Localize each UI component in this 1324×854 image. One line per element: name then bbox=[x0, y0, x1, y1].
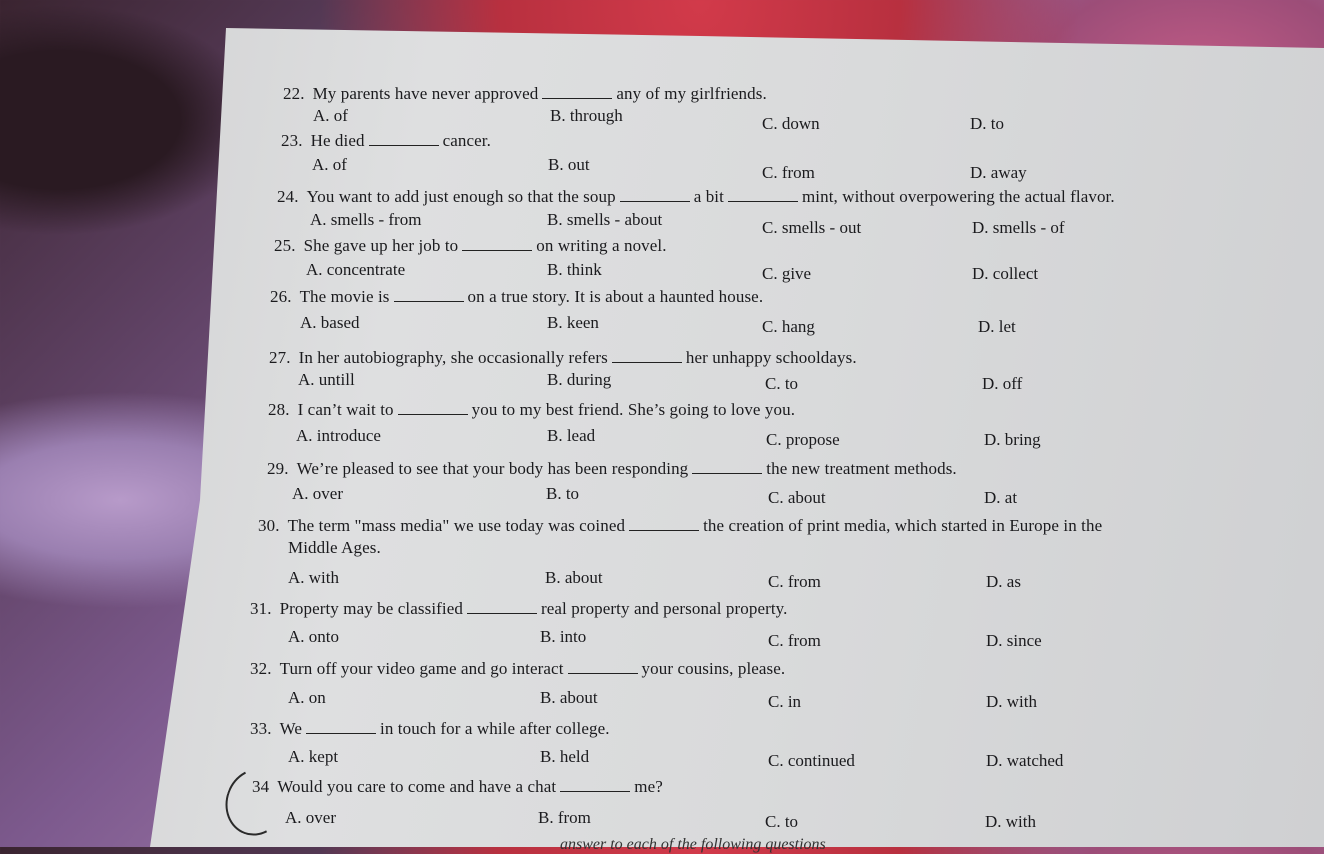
question-text: in touch for a while after college. bbox=[380, 719, 610, 738]
option-d: D. off bbox=[982, 374, 1023, 393]
question-text: the new treatment methods. bbox=[766, 459, 957, 478]
option-c: C. from bbox=[768, 631, 821, 650]
question-text: In her autobiography, she occasionally refers bbox=[298, 348, 608, 367]
answer-blank bbox=[568, 661, 638, 674]
question-text: Would you care to come and have a chat bbox=[277, 777, 557, 796]
option-c: C. from bbox=[768, 572, 821, 591]
option-d: D. with bbox=[985, 812, 1036, 831]
question-27 bbox=[269, 348, 857, 368]
option-d: D. at bbox=[984, 488, 1018, 507]
option-b: B. think bbox=[547, 260, 602, 279]
option-a: A. concentrate bbox=[306, 260, 406, 279]
question-text: Turn off your video game and go interact bbox=[279, 659, 564, 678]
option-b: B. lead bbox=[547, 426, 596, 445]
question-text: We bbox=[279, 719, 302, 738]
question-text: your cousins, please. bbox=[641, 659, 786, 678]
option-b: B. into bbox=[540, 627, 587, 646]
question-text: on a true story. It is about a haunted house. bbox=[467, 287, 764, 306]
option-c: C. to bbox=[765, 812, 799, 831]
question-text: Property may be classified bbox=[279, 599, 463, 618]
question-text: cancer. bbox=[442, 131, 491, 150]
option-a: A. based bbox=[300, 313, 360, 332]
question-text: you to my best friend. She’s going to love you. bbox=[471, 400, 796, 419]
question-number: 34 bbox=[252, 777, 270, 796]
question-number: 33. bbox=[250, 719, 272, 738]
option-c: C. about bbox=[768, 488, 826, 507]
option-b: B. about bbox=[545, 568, 603, 587]
question-31 bbox=[250, 599, 788, 619]
answer-blank bbox=[692, 461, 762, 474]
question-text: real property and personal property. bbox=[540, 599, 788, 618]
option-b: B. from bbox=[538, 808, 591, 827]
option-d: D. watched bbox=[986, 751, 1064, 770]
next-section-instruction-partial: answer to each of the following questions bbox=[560, 836, 826, 853]
answer-blank bbox=[542, 86, 612, 99]
question-29 bbox=[267, 459, 957, 479]
question-number: 29. bbox=[267, 459, 289, 478]
option-a: A. of bbox=[312, 155, 347, 174]
option-c: C. down bbox=[762, 114, 820, 133]
option-a: A. smells - from bbox=[310, 210, 422, 229]
answer-blank bbox=[620, 189, 690, 202]
option-a: A. kept bbox=[288, 747, 339, 766]
question-32 bbox=[250, 659, 785, 679]
question-number: 32. bbox=[250, 659, 272, 678]
question-text: You want to add just enough so that the soup bbox=[306, 187, 616, 206]
answer-blank bbox=[612, 350, 682, 363]
option-a: A. introduce bbox=[296, 426, 381, 445]
option-d: D. with bbox=[986, 692, 1037, 711]
question-text: She gave up her job to bbox=[303, 236, 459, 255]
option-c: C. give bbox=[762, 264, 812, 283]
question-number: 23. bbox=[281, 131, 303, 150]
option-d: D. since bbox=[986, 631, 1042, 650]
answer-blank bbox=[394, 289, 464, 302]
question-text: me? bbox=[634, 777, 663, 796]
question-number: 31. bbox=[250, 599, 272, 618]
question-28 bbox=[268, 400, 795, 420]
option-b: B. about bbox=[540, 688, 598, 707]
answer-blank bbox=[398, 402, 468, 415]
question-text: The term "mass media" we use today was coined bbox=[287, 516, 626, 535]
option-d: D. collect bbox=[972, 264, 1039, 283]
question-text: mint, without overpowering the actual flavor. bbox=[801, 187, 1115, 206]
question-26 bbox=[270, 287, 763, 307]
question-number: 25. bbox=[274, 236, 296, 255]
answer-blank bbox=[462, 238, 532, 251]
option-b: B. out bbox=[548, 155, 590, 174]
option-c: C. from bbox=[762, 163, 815, 182]
answer-blank bbox=[560, 779, 630, 792]
answer-blank bbox=[306, 721, 376, 734]
question-text: He died bbox=[310, 131, 365, 150]
option-b: B. held bbox=[540, 747, 590, 766]
question-text: her unhappy schooldays. bbox=[685, 348, 857, 367]
option-a: A. on bbox=[288, 688, 326, 707]
option-b: B. smells - about bbox=[547, 210, 663, 229]
option-a: A. untill bbox=[298, 370, 355, 389]
question-34 bbox=[252, 777, 663, 797]
option-d: D. to bbox=[970, 114, 1004, 133]
question-33 bbox=[250, 719, 610, 739]
option-a: A. over bbox=[292, 484, 343, 503]
answer-blank bbox=[467, 601, 537, 614]
question-number: 24. bbox=[277, 187, 299, 206]
answer-blank bbox=[369, 133, 439, 146]
option-c: C. continued bbox=[768, 751, 855, 770]
option-b: B. through bbox=[550, 106, 623, 125]
answer-blank bbox=[629, 518, 699, 531]
option-c: C. to bbox=[765, 374, 799, 393]
question-number: 26. bbox=[270, 287, 292, 306]
question-number: 28. bbox=[268, 400, 290, 419]
option-d: D. bring bbox=[984, 430, 1041, 449]
option-c: C. hang bbox=[762, 317, 815, 336]
question-text: The movie is bbox=[299, 287, 390, 306]
question-25 bbox=[274, 236, 667, 256]
option-b: B. during bbox=[547, 370, 612, 389]
question-text: on writing a novel. bbox=[536, 236, 667, 255]
question-24 bbox=[277, 187, 1115, 207]
question-number: 30. bbox=[258, 516, 280, 535]
question-23 bbox=[281, 131, 491, 151]
option-d: D. let bbox=[978, 317, 1016, 336]
question-30 bbox=[258, 516, 1102, 536]
option-a: A. with bbox=[288, 568, 339, 587]
question-text: I can’t wait to bbox=[297, 400, 394, 419]
option-c: C. in bbox=[768, 692, 802, 711]
option-b: B. keen bbox=[547, 313, 599, 332]
question-text: My parents have never approved bbox=[312, 84, 539, 103]
question-22 bbox=[283, 84, 767, 104]
option-a: A. over bbox=[285, 808, 336, 827]
option-c: C. propose bbox=[766, 430, 840, 449]
question-number: 22. bbox=[283, 84, 305, 103]
question-text: We’re pleased to see that your body has been responding bbox=[296, 459, 689, 478]
question-text: any of my girlfriends. bbox=[616, 84, 767, 103]
question-text: the creation of print media, which started in Europe in the bbox=[703, 516, 1103, 535]
option-a: A. of bbox=[313, 106, 348, 125]
question-number: 27. bbox=[269, 348, 291, 367]
option-b: B. to bbox=[546, 484, 580, 503]
answer-blank bbox=[728, 189, 798, 202]
option-d: D. away bbox=[970, 163, 1027, 182]
question-text: a bit bbox=[693, 187, 724, 206]
option-c: C. smells - out bbox=[762, 218, 862, 237]
option-d: D. smells - of bbox=[972, 218, 1065, 237]
option-d: D. as bbox=[986, 572, 1021, 591]
question-text-continuation: Middle Ages. bbox=[288, 538, 381, 557]
option-a: A. onto bbox=[288, 627, 339, 646]
